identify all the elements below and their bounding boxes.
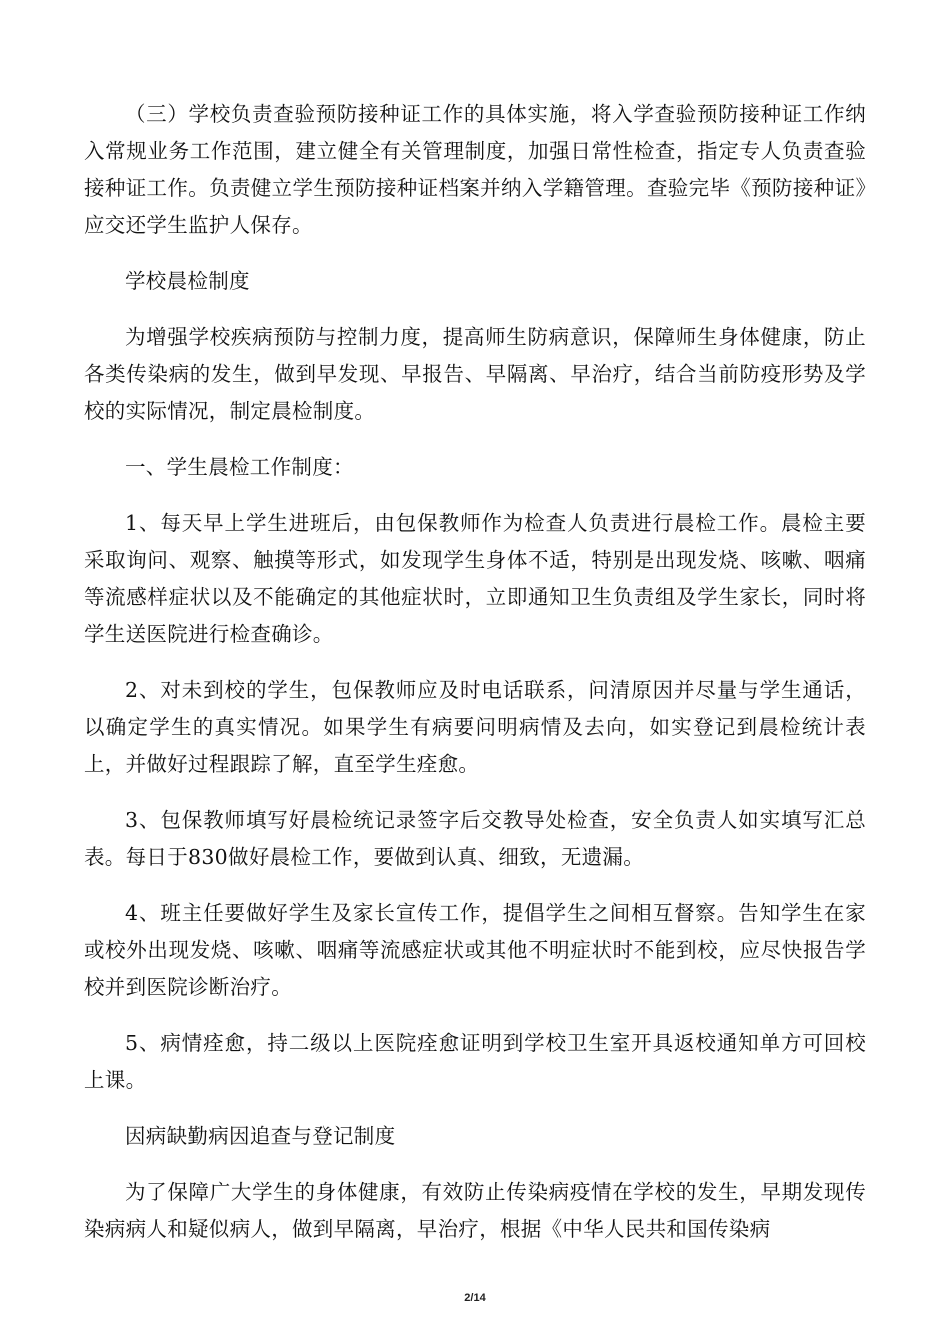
list-item-1: 1、每天早上学生进班后，由包保教师作为检查人负责进行晨检工作。晨检主要采取询问、观察、触摸等形式，如发现学生身体不适，特别是出现发烧、咳嗽、咽痛等流感样症状以及不能确定的其他症状时，立即通知卫生负责组及学生家长，同时将学生送医院进行检查确诊。 xyxy=(84,511,866,646)
section-title-morning-check: 学校晨检制度 xyxy=(125,269,250,293)
list-item-5: 5、病情痊愈，持二级以上医院痊愈证明到学校卫生室开具返校通知单方可回校上课。 xyxy=(84,1031,866,1092)
subsection-title-student-morning-check: 一、学生晨检工作制度： xyxy=(125,455,354,479)
paragraph-absence-tracking-intro: 为了保障广大学生的身体健康，有效防止传染病疫情在学校的发生，早期发现传染病病人和疑似病人，做到早隔离，早治疗，根据《中华人民共和国传染病 xyxy=(84,1180,866,1241)
paragraph-morning-check-intro: 为增强学校疾病预防与控制力度，提高师生防病意识，保障师生身体健康，防止各类传染病的发生，做到早发现、早报告、早隔离、早治疗，结合当前防疫形势及学校的实际情况，制定晨检制度。 xyxy=(84,325,866,423)
list-item-4: 4、班主任要做好学生及家长宣传工作，提倡学生之间相互督察。告知学生在家或校外出现发烧、咳嗽、咽痛等流感症状或其他不明症状时不能到校，应尽快报告学校并到医院诊断治疗。 xyxy=(84,901,866,999)
section-title-absence-tracking: 因病缺勤病因追查与登记制度 xyxy=(125,1124,396,1148)
document-body xyxy=(84,96,866,1267)
list-item-3: 3、包保教师填写好晨检统记录签字后交教导处检查，安全负责人如实填写汇总表。每日于830做好晨检工作，要做到认真、细致，无遗漏。 xyxy=(84,808,866,869)
paragraph-vaccination-check: （三）学校负责查验预防接种证工作的具体实施，将入学查验预防接种证工作纳入常规业务工作范围，建立健全有关管理制度，加强日常性检查，指定专人负责查验接种证工作。负责健立学生预防接种证档案并纳入学籍管理。查验完毕《预防接种证》应交还学生监护人保存。 xyxy=(84,102,866,237)
list-item-2: 2、对未到校的学生，包保教师应及时电话联系，问清原因并尽量与学生通话，以确定学生的真实情况。如果学生有病要问明病情及去向，如实登记到晨检统计表上，并做好过程跟踪了解，直至学生痊愈。 xyxy=(84,678,866,776)
page-number: 2/14 xyxy=(464,1292,486,1304)
